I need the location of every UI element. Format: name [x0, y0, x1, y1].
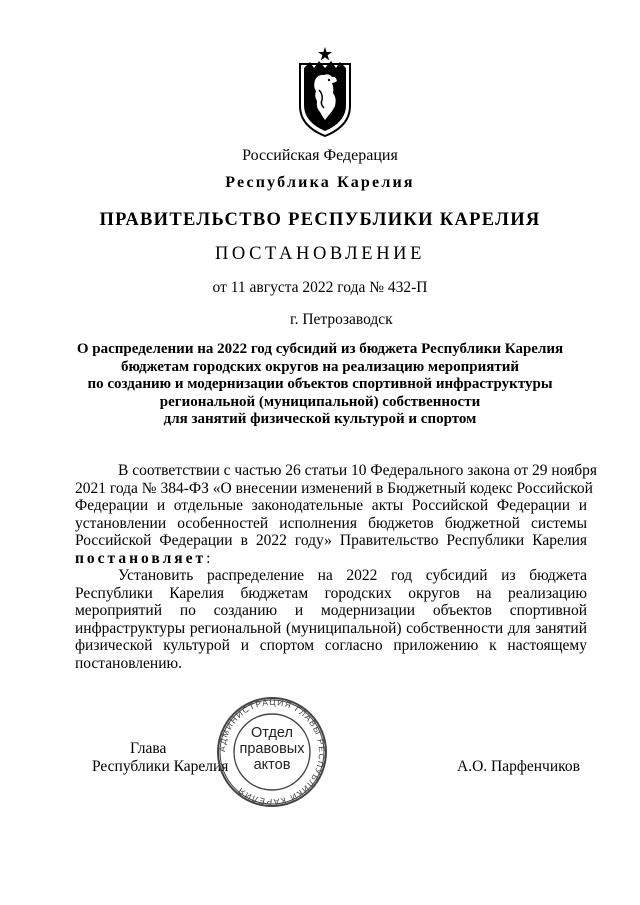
- resolution-title: [0, 341, 640, 429]
- title-line: бюджетам городских округов на реализацию мероприятий: [120, 358, 520, 375]
- signatory-position-line2: Республики Карелия: [92, 758, 229, 775]
- paragraph-line: В соответствии с частью 26 статьи 10 Федерального закона от 29 ноября: [118, 462, 598, 479]
- paragraph-line: постановлению.: [75, 654, 182, 672]
- country-name: Российская Федерация: [242, 147, 398, 164]
- title-line: для занятий физической культурой и спортом: [163, 411, 477, 428]
- document-type: ПОСТАНОВЛЕНИЕ: [214, 244, 426, 264]
- paragraph-line: установлении особенностей исполнения бюджетов бюджетной системы: [75, 514, 587, 532]
- colon: :: [206, 549, 211, 567]
- paragraph-line: мероприятий по созданию и модернизации объектов спортивной: [75, 602, 587, 620]
- paragraph-line: инфраструктуры региональной (муниципальной) собственности для занятий: [75, 619, 587, 637]
- paragraph-line: Установить распределение на 2022 год субсидий из бюджета: [118, 567, 587, 584]
- stamp-line: актов: [253, 757, 291, 773]
- paragraph-line: Российской Федерации в 2022 году» Правительство Республики Карелия: [75, 532, 587, 550]
- paragraph-line: Федерации и отдельные законодательные акты Российской Федерации и: [75, 497, 587, 515]
- title-line: О распределении на 2022 год субсидий из бюджета Республики Карелия: [76, 341, 564, 357]
- signatory-position-line1: Глава: [130, 740, 167, 757]
- paragraph-line: физической культурой и спортом согласно приложению к настоящему: [75, 637, 587, 655]
- resolves-word: постановляет: [75, 549, 207, 567]
- signatory-name: А.О. Парфенчиков: [457, 758, 580, 775]
- title-line: региональной (муниципальной) собственности: [159, 393, 481, 410]
- date-and-number: от 11 августа 2022 года № 432-П: [212, 279, 428, 296]
- paragraph-line: 2021 года № 384-ФЗ «О внесении изменений в Бюджетный кодекс Российской: [75, 479, 593, 497]
- stamp-ring-text: АДМИНИСТРАЦИЯ ГЛАВЫ РЕСПУБЛИКИ КАРЕЛИЯ: [216, 697, 328, 807]
- operative-paragraph: [75, 567, 587, 673]
- region-name: Республика Карелия: [225, 174, 415, 191]
- preamble-paragraph: [75, 462, 598, 568]
- government-heading: ПРАВИТЕЛЬСТВО РЕСПУБЛИКИ КАРЕЛИЯ: [99, 210, 541, 230]
- coat-of-arms-emblem: [296, 46, 354, 138]
- stamp-line: правовых: [239, 741, 305, 757]
- paragraph-line: Республики Карелия бюджетам городских округов на реализацию: [75, 584, 587, 602]
- city: г. Петрозаводск: [290, 311, 393, 328]
- stamp-line: Отдел: [251, 725, 293, 741]
- title-line: по созданию и модернизации объектов спортивной инфраструктуры: [87, 376, 553, 393]
- paragraph-line: [75, 550, 587, 568]
- stamp-center-text: [237, 725, 307, 773]
